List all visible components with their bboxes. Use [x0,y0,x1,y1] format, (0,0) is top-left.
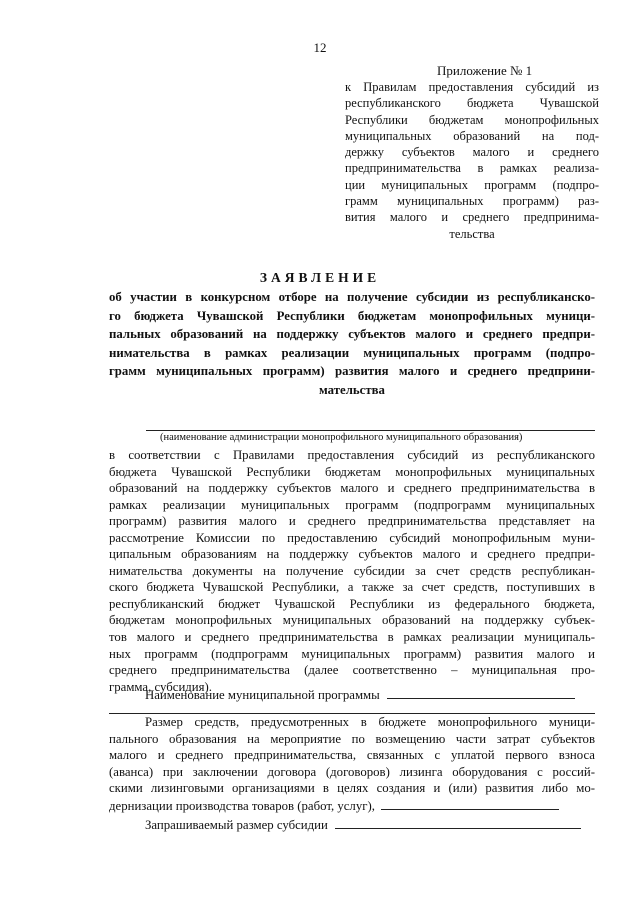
annex-line: республиканского бюджета Чувашской [345,96,599,111]
body-line: ского бюджета Чувашской Республики, а также за счет средств, поступивших в [109,580,595,595]
program-name-label: Наименование муниципальной программы [145,688,380,702]
annex-line: Республики бюджетам монопрофильных [345,112,599,127]
funds-line: скими лизинговыми организациями в целях создания и (или) развития либо мо- [109,781,595,796]
annex-line: ции муниципальных программ (подпро- [345,177,599,192]
body-line: в соответствии с Правилами предоставления субсидий из республиканского [109,448,595,462]
body-line: рассмотрение Комиссии по предоставлению субсидий монопрофильным муни- [109,530,595,545]
body-line: ных программ (подпрограмм муниципальных программ) развития малого и [109,646,595,661]
program-name-row [145,686,575,703]
funds-line: Размер средств, предусмотренных в бюджете монопрофильного муници- [145,715,595,729]
body-line: программ) развития малого и среднего предпринимательства представляет на [109,514,595,529]
annex-title: Приложение № 1 [437,63,533,78]
body-line: нимательства документы на получение субсидии за счет средств республикан- [109,563,595,578]
annex-line: грамм муниципальных программ) раз- [345,194,599,209]
body-line: тов малого и среднего предпринимательства в рамках реализации муниципаль- [109,630,595,645]
body-line: республиканский бюджет Чувашской Республики из федерального бюджета, [109,596,595,611]
annex-description [345,79,599,242]
annex-line: держку субъектов малого и среднего [345,145,599,160]
body-line: бюджета Чувашской Республики бюджетам монопрофильных муниципальных [109,464,595,479]
body-line: бюджетам монопрофильных муниципальных образований на поддержку субъек- [109,613,595,628]
funds-amount-field[interactable] [381,797,559,810]
subtitle-line: го бюджета Чувашской Республики бюджетам монопрофильных муници- [109,308,595,323]
funds-line: малого и среднего предпринимательства, связанных с уплатой первого взноса [109,748,595,763]
annex-line: тельства [449,226,495,241]
annex-line: вития малого и среднего предпринима- [345,210,599,225]
subtitle-line: нимательства в рамках реализации муниципальных программ (подпро- [109,345,595,360]
body-line: среднего предпринимательства (далее соответственно – муниципальная про- [109,663,595,678]
subtitle-line: пальных образований на поддержку субъектов малого и среднего предпри- [109,327,595,342]
funds-line [109,797,595,815]
document-title: ЗАЯВЛЕНИЕ [259,270,381,285]
funds-line-text: дернизации производства товаров (работ, услуг), [109,798,375,813]
subtitle-line: мательства [319,382,385,397]
funds-line: (аванса) при заключении договора (договоров) лизинга оборудования с россий- [109,764,595,779]
document-subtitle [109,288,595,400]
funds-line: пального образования на мероприятие по возмещению части затрат субъектов [109,731,595,746]
program-name-field[interactable] [387,686,575,699]
subsidy-amount-field[interactable] [335,816,581,829]
body-line: ципальным образованиям на поддержку субъектов малого и среднего предпри- [109,547,595,562]
funds-paragraph [109,714,595,814]
page-number: 12 [313,40,327,55]
application-body [109,447,595,695]
annex-line: муниципальных образований на под- [345,128,599,143]
subsidy-label: Запрашиваемый размер субсидии [145,818,328,832]
body-line: грамма, субсидия). [109,679,212,694]
annex-line: к Правилам предоставления субсидий из [345,80,599,94]
body-line: рамках реализации муниципальных программ (подпрограмм муниципальных [109,497,595,512]
body-line: образований на поддержку субъектов малого и среднего предпринимательства в [109,481,595,496]
administration-name-field[interactable] [146,430,595,431]
annex-line: предпринимательства в рамках реализа- [345,161,599,176]
subtitle-line: об участии в конкурсном отборе на получение субсидии из республиканско- [109,290,595,304]
subtitle-line: грамм муниципальных программ) развития малого и среднего предприни- [109,364,595,379]
administration-name-caption: (наименование администрации монопрофильного муниципального образования) [160,432,523,443]
subsidy-row [145,816,581,833]
